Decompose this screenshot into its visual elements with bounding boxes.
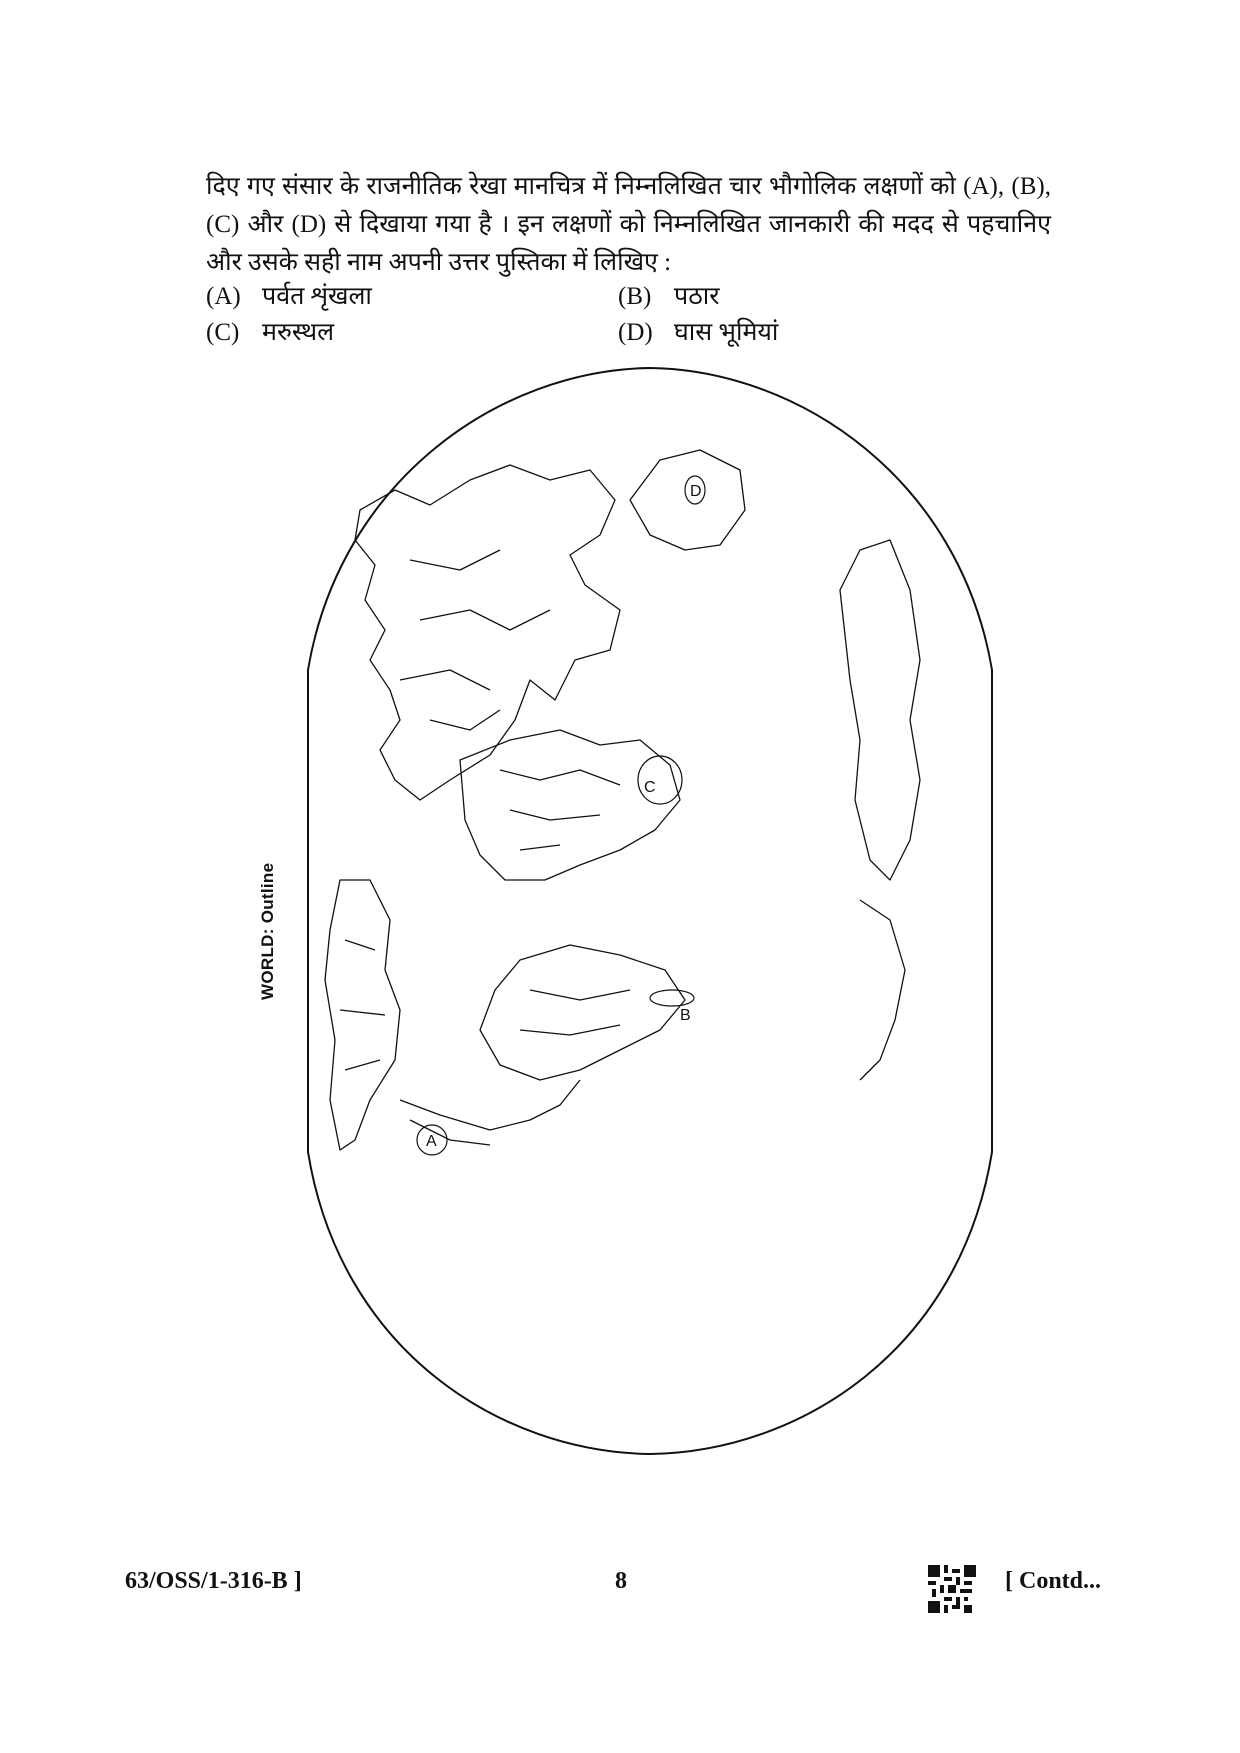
- landmass-south-america: [325, 880, 400, 1150]
- option-b: [618, 280, 719, 314]
- question-text: दिए गए संसार के राजनीतिक रेखा मानचित्र में निम्नलिखित चार भौगोलिक लक्षणों को (A), (B), (C) और (D) से दिखाया गया है । इन लक्षणों को निम्नलिखित जानकारी की मदद से पहचानिए और उसके सही नाम अपनी उत्तर पुस्तिका में लिखिए :: [206, 173, 1051, 276]
- internal-borders-eurasia: [400, 550, 550, 730]
- world-outline-map: [300, 360, 1000, 1460]
- footer-code: 63/OSS/1-316-B ]: [125, 1568, 302, 1594]
- landmass-right-coast: [860, 900, 905, 1080]
- marker-label-c: C: [644, 779, 656, 796]
- option-a-label: (A): [206, 283, 241, 310]
- continued-label: [ Contd...: [1005, 1568, 1102, 1594]
- landmass-australia: [840, 540, 920, 880]
- qr-code-icon: [928, 1565, 976, 1613]
- internal-borders-north-america: [520, 990, 630, 1035]
- marker-label-a: A: [426, 1133, 437, 1150]
- option-b-text: पठार: [674, 283, 720, 310]
- internal-borders-south-america: [340, 940, 385, 1070]
- option-b-label: (B): [618, 283, 652, 310]
- marker-label-d: D: [690, 483, 702, 500]
- internal-borders-africa: [500, 770, 620, 850]
- marker-label-b: B: [680, 1007, 691, 1024]
- marker-ring-b: [650, 990, 694, 1006]
- map-frame: [308, 368, 992, 1454]
- option-d-text: घास भूमियां: [674, 319, 779, 346]
- option-a-text: पर्वत शृंखला: [262, 283, 372, 310]
- page-number: 8: [615, 1568, 627, 1594]
- option-c-text: मरुस्थल: [262, 319, 335, 346]
- landmass-north-america: [480, 945, 685, 1080]
- question-block: [206, 168, 1051, 282]
- option-d-label: (D): [618, 319, 653, 346]
- option-d: [618, 316, 778, 350]
- landmass-africa: [460, 730, 680, 880]
- map-caption: WORLD: Outline: [258, 862, 277, 1000]
- landmass-eurasia: [355, 465, 620, 800]
- option-c-label: (C): [206, 319, 240, 346]
- option-a: [206, 280, 372, 314]
- option-c: [206, 316, 334, 350]
